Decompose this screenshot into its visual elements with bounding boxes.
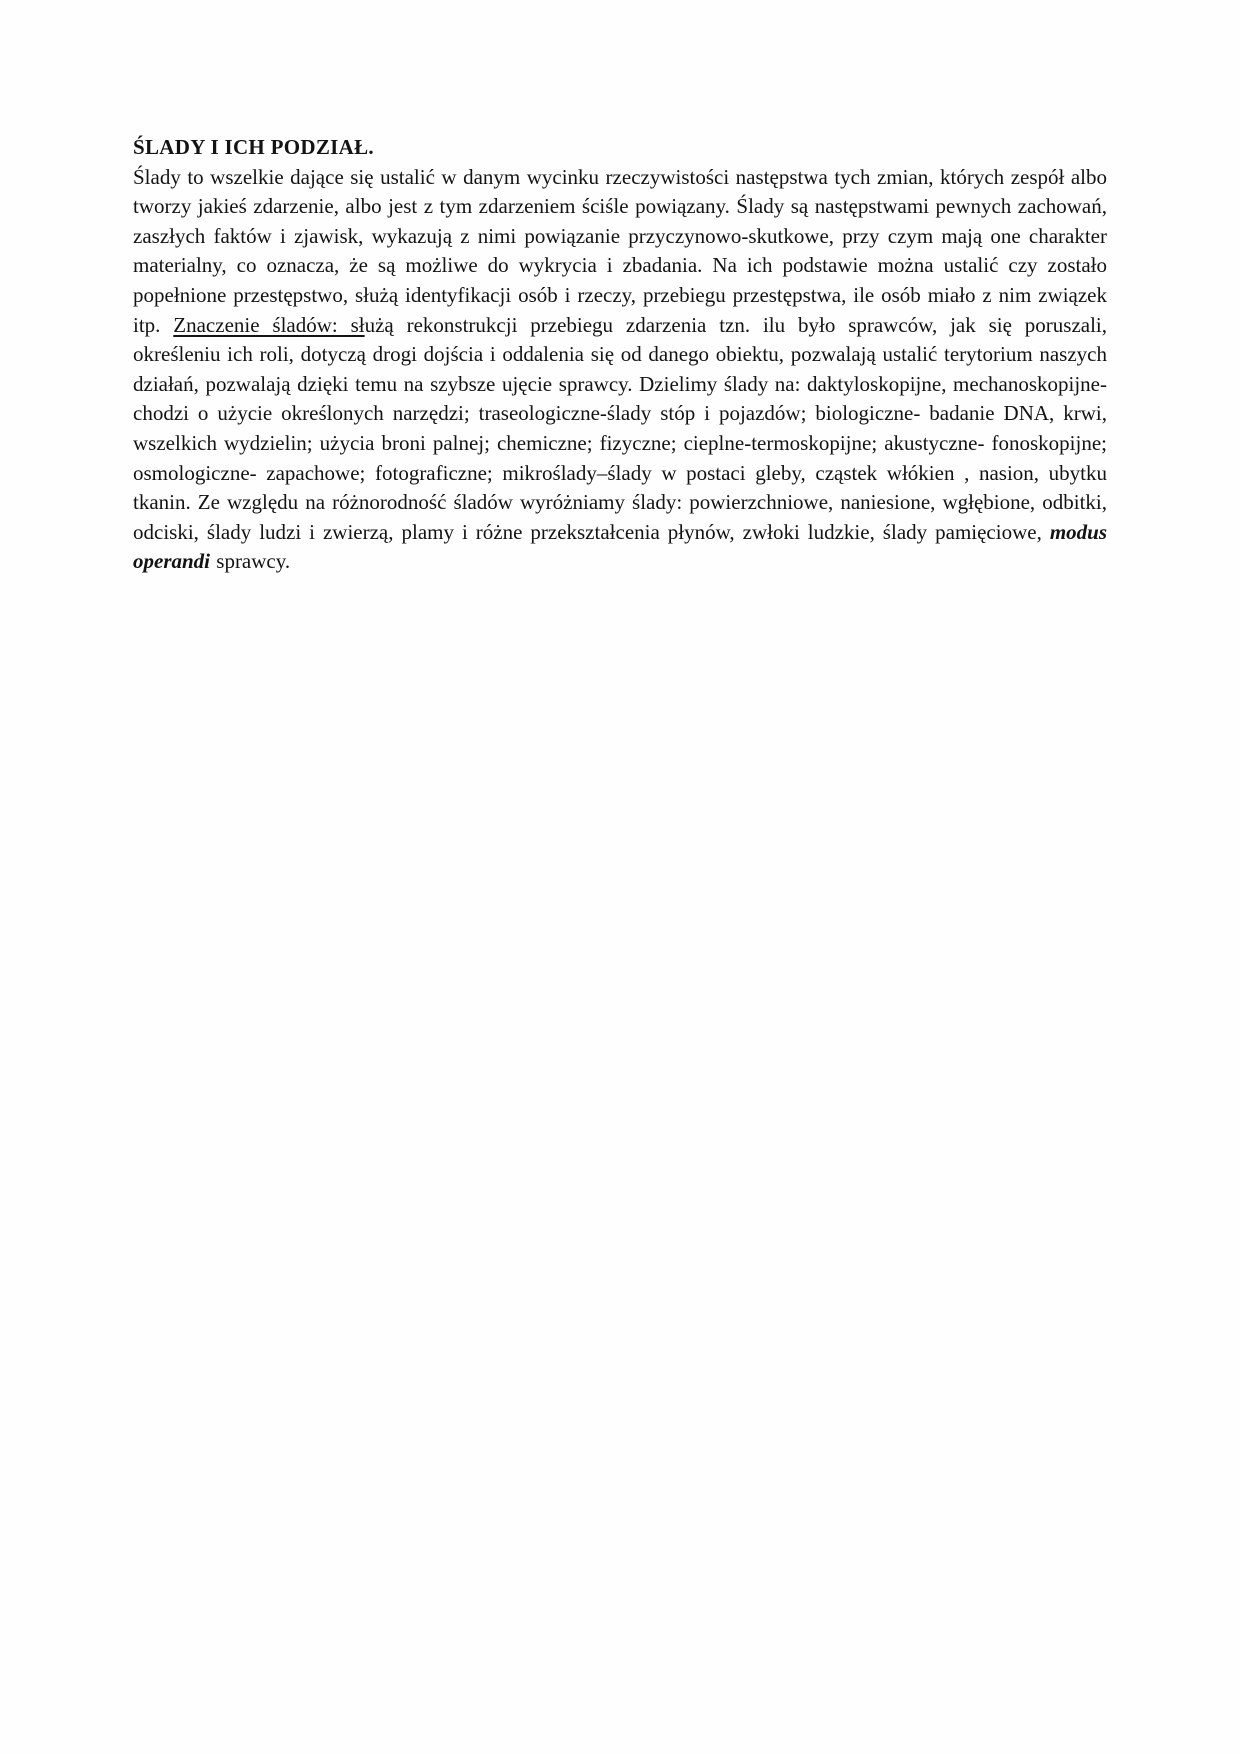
paragraph-segment-intro: Ślady to wszelkie dające się ustalić w danym wycinku rzeczywistości następstwa tych zmian, których zespół albo tworzy jakieś zdarzenie, albo jest z tym zdarzeniem ściśle powiązany. Ślady są następstwami pewnych zachowań, zaszłych faktów i zjawisk, wykazują z nimi powiązanie przyczynowo-skutkowe, przy czym mają one charakter materialny, co oznacza, że są możliwe do wykrycia i zbadania. Na ich podstawie można ustalić czy zostało popełnione przestępstwo, służą identyfikacji osób i rzeczy, przebiegu przestępstwa, ile osób miało z nim związek itp. — [133, 164, 1107, 337]
paragraph-segment-main: użą rekonstrukcji przebiegu zdarzenia tzn. ilu było sprawców, jak się poruszali, określeniu ich roli, dotyczą drogi dojścia i oddalenia się od danego obiektu, pozwalają ustalić terytorium naszych działań, pozwalają dzięki temu na szybsze ujęcie sprawcy. Dzielimy ślady na: daktyloskopijne, mechanoskopijne- chodzi o użycie określonych narzędzi; traseologiczne-ślady stóp i pojazdów; biologiczne- badanie DNA, krwi, wszelkich wydzielin; użycia broni palnej; chemiczne; fizyczne; cieplne-termoskopijne; akustyczne- fonoskopijne; osmologiczne- zapachowe; fotograficzne; mikroślady–ślady w postaci gleby, cząstek włókien , nasion, ubytku tkanin. Ze względu na różnorodność śladów wyróżniamy ślady: powierzchniowe, naniesione, wgłębione, odbitki, odciski, ślady ludzi i zwierzą, plamy i różne przekształcenia płynów, zwłoki ludzkie, ślady pamięciowe, — [133, 312, 1108, 544]
paragraph-segment-closing: sprawcy. — [210, 549, 291, 574]
page-title: ŚLADY I ICH PODZIAŁ. — [133, 135, 374, 159]
paragraph-segment-underlined-heading: Znaczenie śladów: sł — [173, 312, 365, 337]
text-block — [133, 133, 1107, 577]
paragraph-segment-modus-operandi: modus operandi — [133, 519, 1107, 574]
body-paragraph — [133, 163, 1107, 577]
